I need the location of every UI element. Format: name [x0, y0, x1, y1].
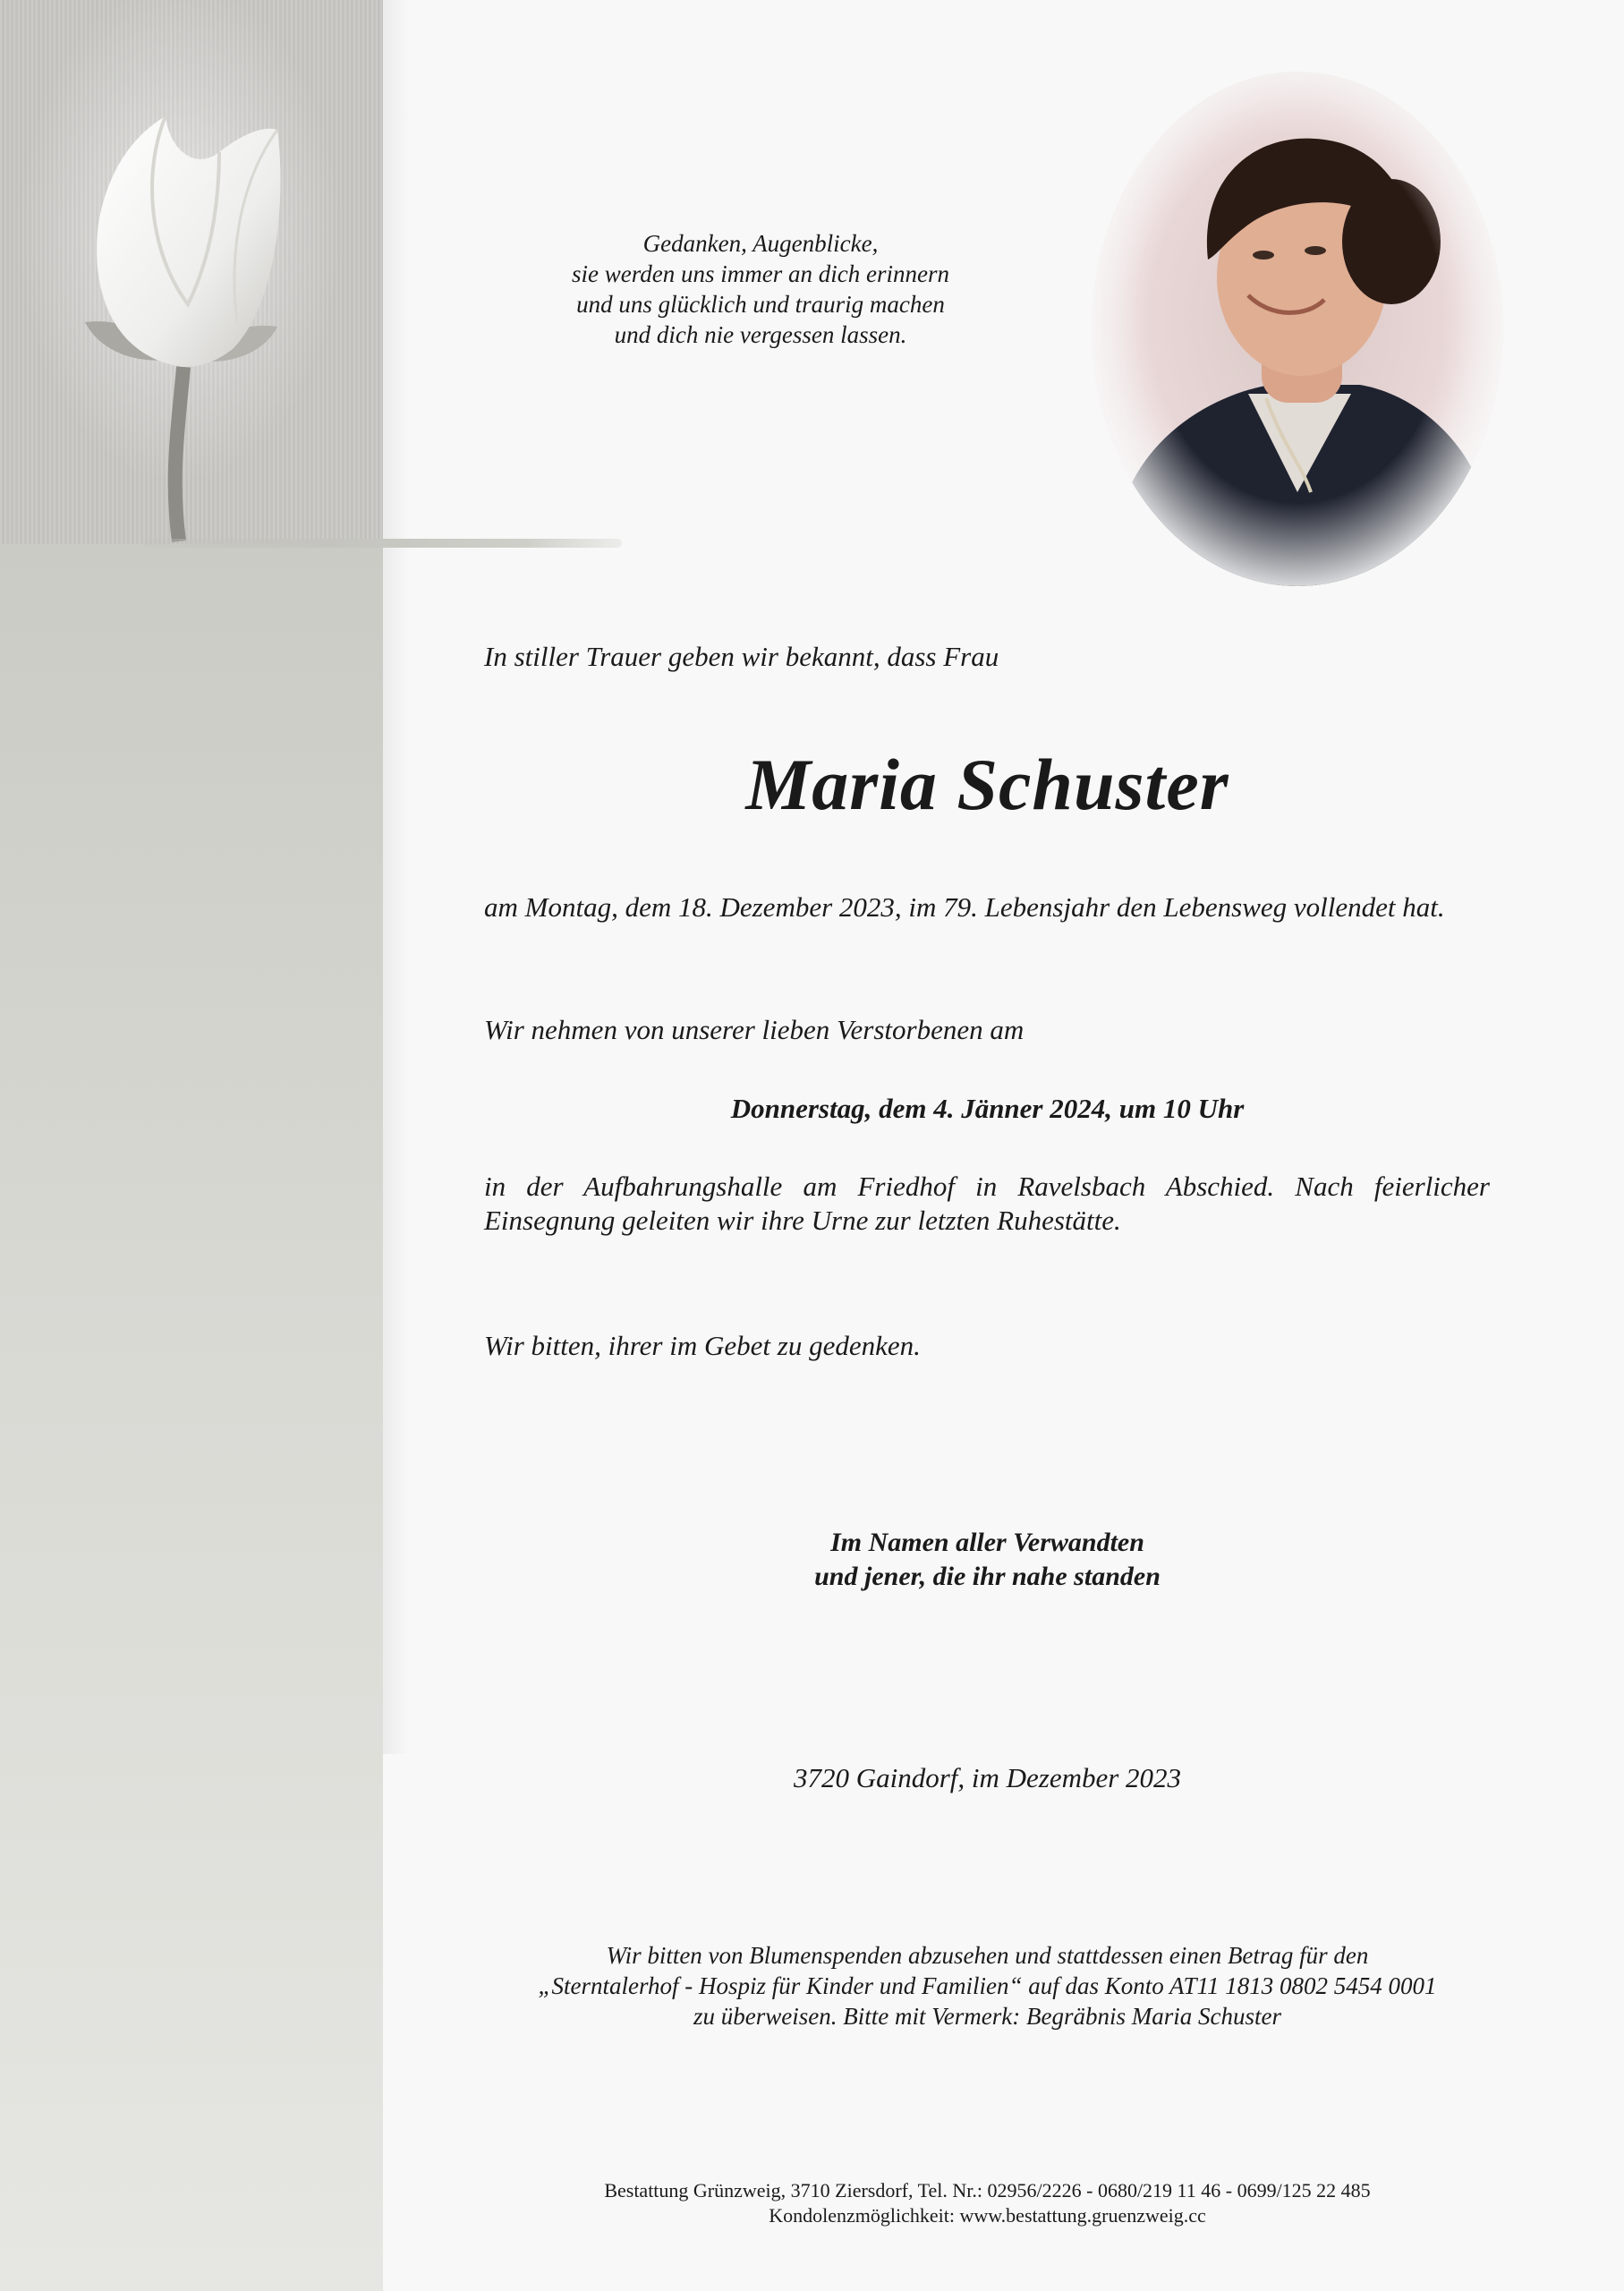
death-statement: am Montag, dem 18. Dezember 2023, im 79. Lebensjahr den Lebensweg vollendet hat. [484, 891, 1445, 923]
funeral-date: Donnerstag, dem 4. Jänner 2024, um 10 Uhr [730, 1093, 1245, 1124]
portrait-photo [1092, 72, 1503, 586]
donation-line: „Sterntalerhof - Hospiz für Kinder und Familien“ auf das Konto AT11 1813 0802 5454 0001 [538, 1972, 1437, 1999]
poem [483, 228, 1038, 350]
poem-line: sie werden uns immer an dich erinnern [572, 260, 949, 287]
signature-line: Im Namen aller Verwandten [830, 1528, 1144, 1557]
signature-line: und jener, die ihr nahe standen [814, 1562, 1161, 1591]
poem-line: Gedanken, Augenblicke, [642, 230, 879, 257]
decorative-line [143, 539, 622, 548]
poem-line: und dich nie vergessen lassen. [614, 321, 907, 348]
funeral-place: in der Aufbahrungshalle am Friedhof in Ravelsbach Abschied. Nach feierlicher Einsegnung geleiten wir ihre Urne zur letzten Ruhestätte. [484, 1171, 1490, 1236]
donation-line: zu überweisen. Bitte mit Vermerk: Begräbnis Maria Schuster [693, 2003, 1281, 2030]
white-rose-icon [36, 98, 358, 546]
footer-condolence-link[interactable]: Kondolenzmöglichkeit: www.bestattung.gruenzweig.cc [769, 2204, 1206, 2227]
prayer-request: Wir bitten, ihrer im Gebet zu gedenken. [484, 1330, 921, 1361]
strip-shadow [383, 0, 410, 1754]
funeral-home-footer [483, 2178, 1492, 2228]
farewell-intro: Wir nehmen von unserer lieben Verstorbenen am [484, 1014, 1025, 1045]
donation-note [474, 1940, 1501, 2031]
place-and-date: 3720 Gaindorf, im Dezember 2023 [793, 1762, 1182, 1793]
announcement-intro: In stiller Trauer geben wir bekannt, dass Frau [484, 641, 999, 672]
poem-line: und uns glücklich und traurig machen [576, 291, 945, 318]
deceased-name: Maria Schuster [745, 744, 1229, 825]
signature [483, 1526, 1492, 1594]
footer-contact: Bestattung Grünzweig, 3710 Ziersdorf, Tel. Nr.: 02956/2226 - 0680/219 11 46 - 0699/125 22 485 [604, 2179, 1371, 2202]
donation-line: Wir bitten von Blumenspenden abzusehen und stattdessen einen Betrag für den [606, 1942, 1369, 1969]
side-strip [0, 544, 383, 2291]
